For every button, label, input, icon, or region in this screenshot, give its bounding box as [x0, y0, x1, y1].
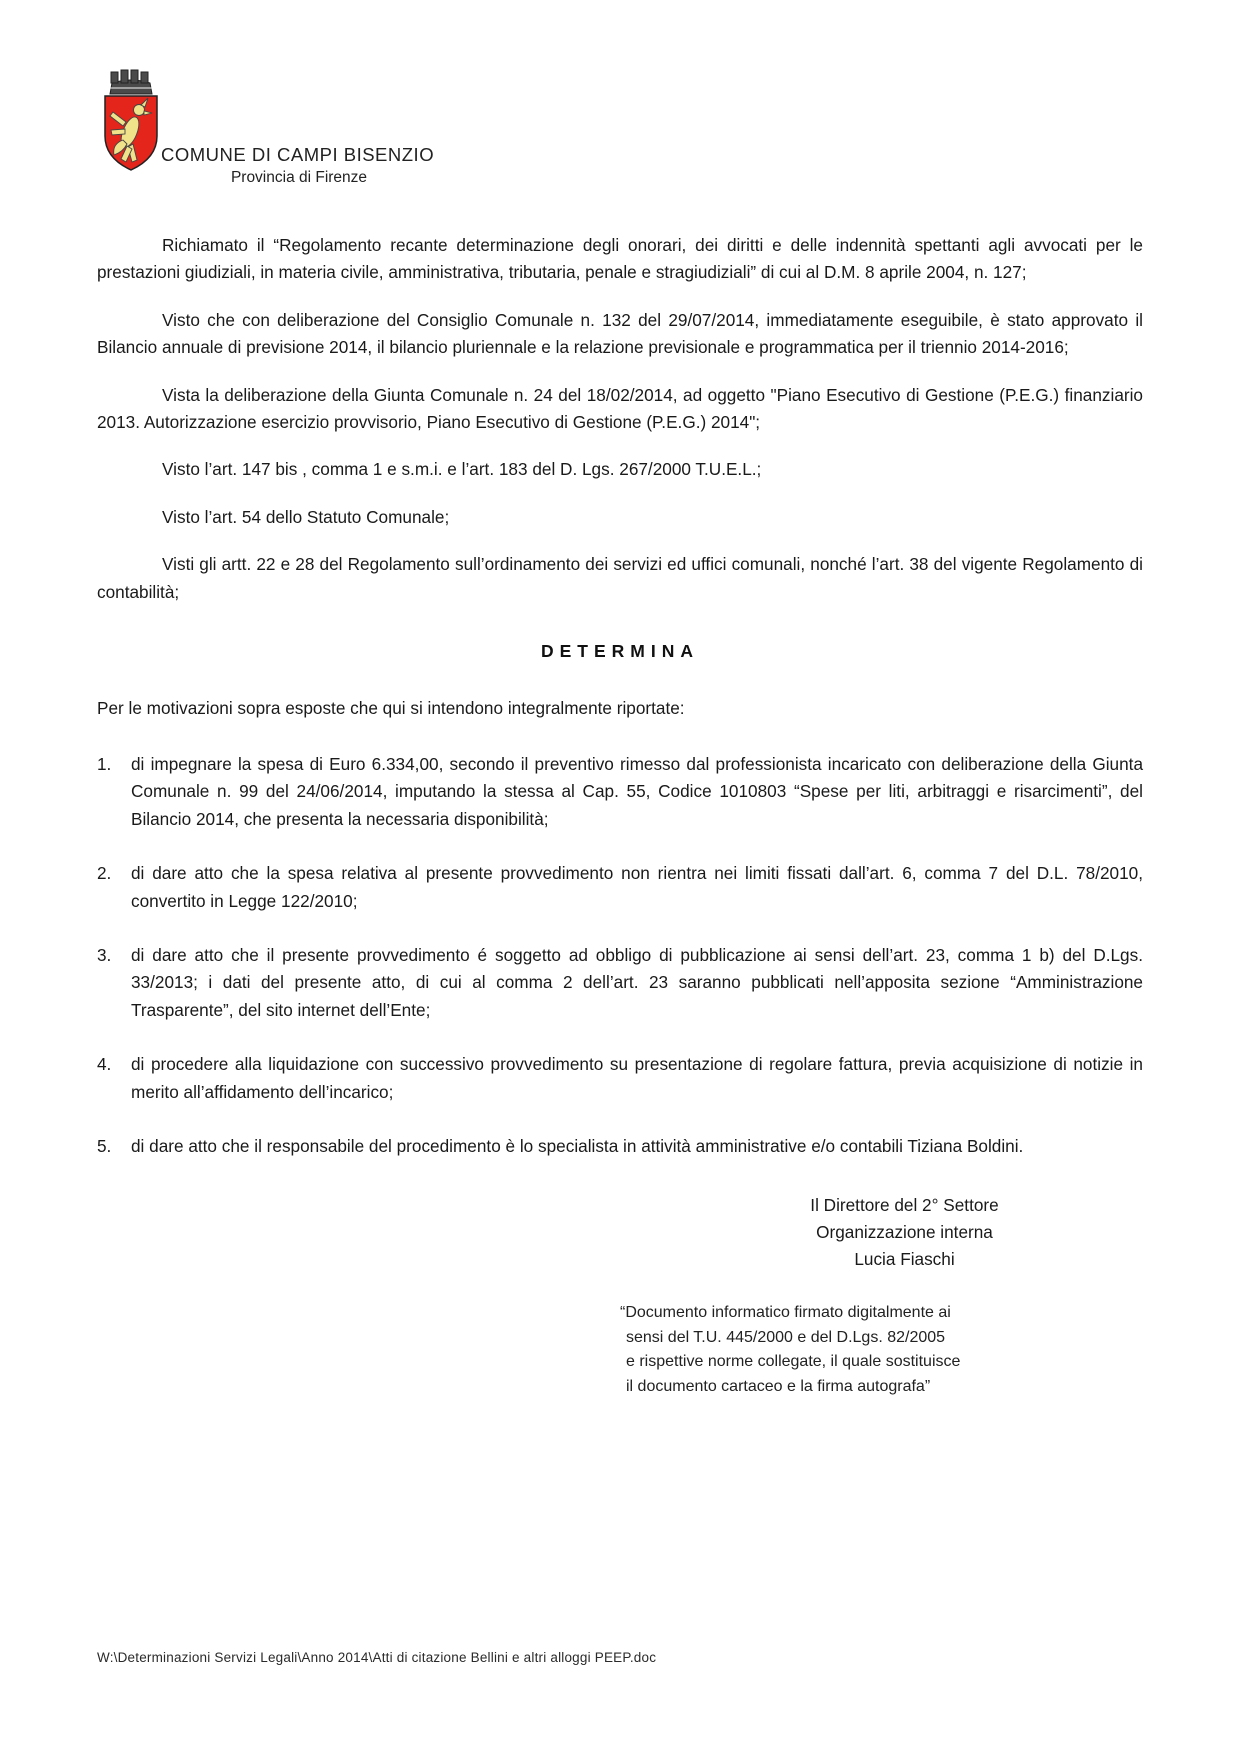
list-item-number: 3.	[97, 944, 112, 965]
list-item	[97, 751, 1143, 833]
list-item-text: di impegnare la spesa di Euro 6.334,00, secondo il preventivo rimesso dal professionista incaricato con deliberazione della Giunta Comunale n. 99 del 24/06/2014, imputando la stessa al Cap. 55, Codice 1010803 “Spese per liti, arbitraggi e risarcimenti”, del Bilancio 2014, che presenta la necessaria disponibilità;	[131, 753, 1143, 829]
determina-heading: DETERMINA	[540, 641, 700, 662]
premise-paragraph: Visto che con deliberazione del Consiglio Comunale n. 132 del 29/07/2014, immediatamente eseguibile, è stato approvato il Bilancio annuale di previsione 2014, il bilancio pluriennale e la relazione previsionale e programmatica per il triennio 2014-2016;	[97, 309, 1143, 358]
list-item-text: di procedere alla liquidazione con successivo provvedimento su presentazione di regolare fattura, previa acquisizione di notizie in merito all’affidamento dell’incarico;	[131, 1054, 1143, 1102]
premise-paragraph: Visto l’art. 54 dello Statuto Comunale;	[162, 506, 450, 527]
document-header	[97, 66, 1143, 192]
signature-block	[677, 1192, 1132, 1273]
document-body	[97, 232, 1143, 1399]
signature-name: Lucia Fiaschi	[854, 1249, 955, 1270]
list-item	[97, 860, 1143, 915]
digital-note-line: il documento cartaceo e la firma autografa”	[626, 1377, 931, 1395]
premise-paragraph: Richiamato il “Regolamento recante determinazione degli onorari, dei diritti e delle indennità spettanti agli avvocati per le prestazioni giudiziali, in materia civile, amministrativa, tributaria, penale e stragiudiziali” di cui al D.M. 8 aprile 2004, n. 127;	[97, 235, 1143, 283]
municipality-name: COMUNE DI CAMPI BISENZIO	[161, 144, 435, 165]
list-item	[97, 1051, 1143, 1106]
digital-note-line: “Documento informatico firmato digitalmente ai	[620, 1304, 951, 1322]
list-item-number: 5.	[97, 1135, 112, 1156]
signature-role: Il Direttore del 2° Settore	[810, 1195, 999, 1216]
crown-icon	[110, 70, 152, 94]
list-item-text: di dare atto che il presente provvedimento é soggetto ad obbligo di pubblicazione ai sensi dell’art. 23, comma 1 b) del D.Lgs. 33/2013; i dati del presente atto, di cui al comma 2 dell’art. 23 saranno pubblicati nell’apposita sezione “Amministrazione Trasparente”, del sito internet dell’Ente;	[131, 944, 1143, 1020]
digital-note-line: e rispettive norme collegate, il quale sostituisce	[626, 1353, 961, 1371]
determina-intro: Per le motivazioni sopra esposte che qui si intendono integralmente riportate:	[97, 698, 685, 719]
document-file-path: W:\Determinazioni Servizi Legali\Anno 2014\Atti di citazione Bellini e altri alloggi PEEP.doc	[97, 1650, 657, 1665]
list-item-text: di dare atto che la spesa relativa al presente provvedimento non rientra nei limiti fissati dall’art. 6, comma 7 del D.L. 78/2010, convertito in Legge 122/2010;	[131, 863, 1143, 911]
premise-paragraph: Vista la deliberazione della Giunta Comunale n. 24 del 18/02/2014, ad oggetto "Piano Esecutivo di Gestione (P.E.G.) finanziario 2013. Autorizzazione esercizio provvisorio, Piano Esecutivo di Gestione (P.E.G.) 2014";	[97, 384, 1143, 433]
list-item-text: di dare atto che il responsabile del procedimento è lo specialista in attività amministrative e/o contabili Tiziana Boldini.	[131, 1135, 1024, 1156]
list-item	[97, 1133, 1143, 1160]
premise-paragraph: Visti gli artt. 22 e 28 del Regolamento sull’ordinamento dei servizi ed uffici comunali, nonché l’art. 38 del vigente Regolamento di contabilità;	[97, 554, 1143, 602]
list-item-number: 1.	[97, 753, 112, 774]
list-item-number: 4.	[97, 1054, 112, 1075]
list-item-number: 2.	[97, 863, 112, 884]
signature-department: Organizzazione interna	[816, 1222, 993, 1243]
coat-of-arms-icon	[99, 66, 163, 177]
list-item	[97, 942, 1143, 1024]
premise-paragraph: Visto l’art. 147 bis , comma 1 e s.m.i. e l’art. 183 del D. Lgs. 267/2000 T.U.E.L.;	[162, 459, 762, 480]
determina-list	[97, 751, 1143, 1160]
digital-note-line: sensi del T.U. 445/2000 e del D.Lgs. 82/2005	[626, 1328, 946, 1346]
header-titles	[161, 144, 437, 187]
digital-signature-note	[620, 1301, 1010, 1399]
province-name: Provincia di Firenze	[230, 169, 368, 186]
